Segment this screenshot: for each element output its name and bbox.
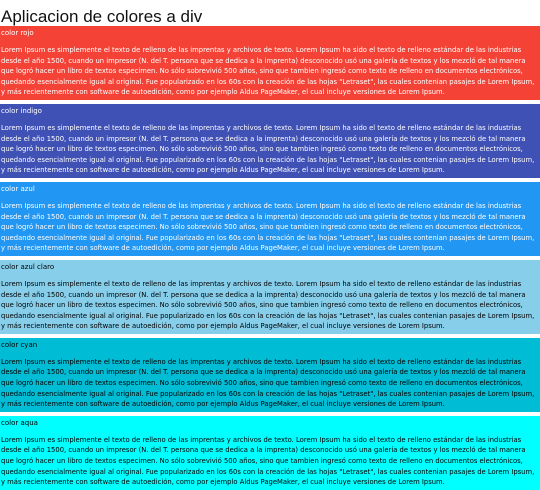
color-block-text: Lorem Ipsum es simplemente el texto de relleno de las imprentas y archivos de texto. Lorem Ipsum ha sido el texto de relleno estándar de las industrias desde el año 1500, cuando un impresor (N. del T. persona que se dedica a la imprenta) desconocido usó una galería de textos y los mezcló de tal manera que logró hacer un libro de textos especimen. No sólo sobrevivió 500 años, sino que tambien ingresó como texto de relleno en documentos electrónicos, quedando esencialmente igual al original. Fue popularizado en los 60s con la creación de las hojas "Letraset", las cuales contenian pasajes de Lorem Ipsum, y más recientemente con software de autoedición, como por ejemplo Aldus PageMaker, el cual incluye versiones de Lorem Ipsum. [1, 435, 535, 487]
color-block-azul-claro [0, 260, 540, 334]
color-block-label: color indigo [1, 106, 42, 115]
color-block-indigo [0, 104, 540, 178]
color-block-cyan [0, 338, 540, 412]
color-block-label: color cyan [1, 340, 38, 349]
color-block-text: Lorem Ipsum es simplemente el texto de relleno de las imprentas y archivos de texto. Lorem Ipsum ha sido el texto de relleno estándar de las industrias desde el año 1500, cuando un impresor (N. del T. persona que se dedica a la imprenta) desconocido usó una galería de textos y los mezcló de tal manera que logró hacer un libro de textos especimen. No sólo sobrevivió 500 años, sino que tambien ingresó como texto de relleno en documentos electrónicos, quedando esencialmente igual al original. Fue popularizado en los 60s con la creación de las hojas "Letraset", las cuales contenian pasajes de Lorem Ipsum, y más recientemente con software de autoedición, como por ejemplo Aldus PageMaker, el cual incluye versiones de Lorem Ipsum. [1, 279, 535, 331]
color-block-label: color aqua [1, 418, 38, 427]
color-block-label: color azul [1, 184, 35, 193]
color-block-azul [0, 182, 540, 256]
color-block-text: Lorem Ipsum es simplemente el texto de relleno de las imprentas y archivos de texto. Lorem Ipsum ha sido el texto de relleno estándar de las industrias desde el año 1500, cuando un impresor (N. del T. persona que se dedica a la imprenta) desconocido usó una galería de textos y los mezcló de tal manera que logró hacer un libro de textos especimen. No sólo sobrevivió 500 años, sino que tambien ingresó como texto de relleno en documentos electrónicos, quedando esencialmente igual al original. Fue popularizado en los 60s con la creación de las hojas "Letraset", las cuales contenian pasajes de Lorem Ipsum, y más recientemente con software de autoedición, como por ejemplo Aldus PageMaker, el cual incluye versiones de Lorem Ipsum. [1, 201, 535, 253]
color-block-rojo [0, 26, 540, 100]
page-title: Aplicacion de colores a div [1, 7, 203, 26]
color-block-label: color rojo [1, 29, 34, 37]
color-block-text: Lorem Ipsum es simplemente el texto de relleno de las imprentas y archivos de texto. Lorem Ipsum ha sido el texto de relleno estándar de las industrias desde el año 1500, cuando un impresor (N. del T. persona que se dedica a la imprenta) desconocido usó una galería de textos y los mezcló de tal manera que logró hacer un libro de textos especimen. No sólo sobrevivió 500 años, sino que tambien ingresó como texto de relleno en documentos electrónicos, quedando esencialmente igual al original. Fue popularizado en los 60s con la creación de las hojas "Letraset", las cuales contenian pasajes de Lorem Ipsum, y más recientemente con software de autoedición, como por ejemplo Aldus PageMaker, el cual incluye versiones de Lorem Ipsum. [1, 46, 535, 97]
color-block-text: Lorem Ipsum es simplemente el texto de relleno de las imprentas y archivos de texto. Lorem Ipsum ha sido el texto de relleno estándar de las industrias desde el año 1500, cuando un impresor (N. del T. persona que se dedica a la imprenta) desconocido usó una galería de textos y los mezcló de tal manera que logró hacer un libro de textos especimen. No sólo sobrevivió 500 años, sino que tambien ingresó como texto de relleno en documentos electrónicos, quedando esencialmente igual al original. Fue popularizado en los 60s con la creación de las hojas "Letraset", las cuales contenian pasajes de Lorem Ipsum, y más recientemente con software de autoedición, como por ejemplo Aldus PageMaker, el cual incluye versiones de Lorem Ipsum. [1, 357, 535, 409]
color-block-label: color azul claro [1, 262, 55, 271]
color-block-aqua [0, 416, 540, 490]
color-block-text: Lorem Ipsum es simplemente el texto de relleno de las imprentas y archivos de texto. Lorem Ipsum ha sido el texto de relleno estándar de las industrias desde el año 1500, cuando un impresor (N. del T. persona que se dedica a la imprenta) desconocido usó una galería de textos y los mezcló de tal manera que logró hacer un libro de textos especimen. No sólo sobrevivió 500 años, sino que tambien ingresó como texto de relleno en documentos electrónicos, quedando esencialmente igual al original. Fue popularizado en los 60s con la creación de las hojas "Letraset", las cuales contenian pasajes de Lorem Ipsum, y más recientemente con software de autoedición, como por ejemplo Aldus PageMaker, el cual incluye versiones de Lorem Ipsum. [1, 123, 535, 175]
color-block-list [0, 26, 540, 490]
